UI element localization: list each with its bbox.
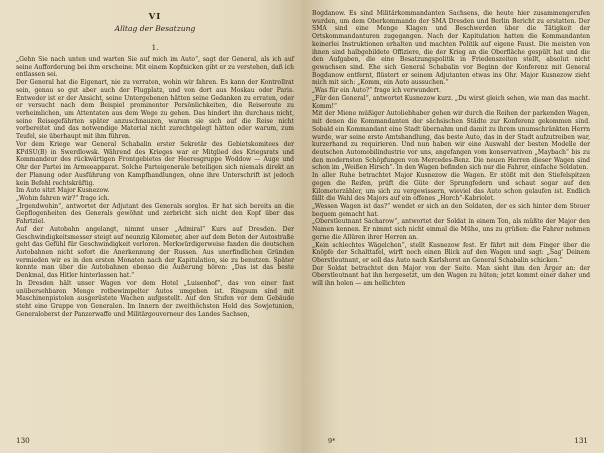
signature-mark: 9* [328,437,336,445]
paragraph: Auf der Autobahn angelangt, nimmt unser „Admiral“ Kurs auf Dresden. Der Geschwindigkeitsmesser steigt auf neunzig Kilometer, aber auf dem Beton der Autostraße geht das Gefühl für Geschwindigkeit verloren. Merkwürdigerweise fanden die deutschen Autobahnen nicht sofort die Anerkennung der Russen. Aus unerfindlichen Gründen vermieden wir es in den ersten Monaten nach der Kapitulation, sie zu benutzen. Später konnte man über die Autobahnen ebenso die Äußerung hören: „Das ist das beste Denkmal, das Hitler hinterlassen hat.“ [16,225,294,280]
page-number: 130 [16,436,30,445]
left-page-body [16,56,294,318]
paragraph: Der General hat die Eigenart, nie zu verraten, wohin wir fahren. Es kann der Kontrollrat sein, genau so gut aber auch der Flugplatz, und von dort aus Moskau oder Paris. Entweder ist er der Ansicht, seine Untergebenen hätten seine Gedanken zu erraten, oder er versucht nach dem Beispiel prominenter Persönlichkeiten, die Reiseroute zu verheimlichen, um Attentaten aus dem Wege zu gehen. Das hindert ihn durchaus nicht, seine Reisegefährten später anzuschnauzen, warum sie sich auf die Reise nicht vorbereitet und das notwendige Material nicht zurechtgelegt hätten oder warum, zum Teufel, sie überhaupt mit ihm führen. [16,79,294,141]
paragraph: In aller Ruhe betrachtet Major Kusnezow die Wagen. Er stößt mit den Stiefelspitzen gegen die Reifen, prüft die Güte der Sprungfedern und schaut sogar auf den Kilometerzähler, um sich zu vergewissern, wieviel das Auto schon gelaufen ist. Endlich fällt die Wahl des Majors auf ein offenes „Horch“-Kabriolet. [312,172,590,203]
chapter-title: Alltag der Besatzung [114,24,196,33]
paragraph: „Wohin fahren wir?“ frage ich. [16,194,110,202]
paragraph: „Gehn Sie nach unten und warten Sie auf mich im Auto“, sagt der General, als ich auf seine Aufforderung bei ihm erscheine. Mit einem Kopfnicken gibt er zu verstehen, daß ich entlassen sei. [16,56,294,79]
right-page-body [312,10,590,288]
section-number: 1. [151,43,159,52]
paragraph: Vor dem Kriege war General Schabalin erster Sekretär des Gebietskomitees der KPdSU(B) in Swerdlowsk. Während des Krieges war er Mitglied des Kriegsrats und Kommandeur des rückwärtigen Frontgebietes der Heeresgruppe Woddow — Auge und Ohr der Partei im Armeeapparat. Solche Parteigenerale beteiligen sich niemals direkt an der Planung oder Ausführung von Kampfhandlungen, ohne ihre Unterschrift ist jedoch kein Befehl rechtskräftig. [16,140,294,187]
paragraph: Mit der Miene müßiger Autoliebhaber gehen wir durch die Reihen der parkenden Wagen, mit denen die Kommandanten der sächsischen Städte zur Konferenz gekommen sind. Sobald ein Kommandant eine Stadt übernahm und damit zu ihrem unumschränkten Herrn wurde, war seine erste Amtshandlung, das beste Auto, das in der Stadt aufzutreiben war, kurzerhand zu requirieren. Und nun haben wir eine Auswahl der besten Modelle der deutschen Automobilindustrie vor uns, angefangen vom konservativen „Maybach“ bis zu den modernsten Schöpfungen von Mercedes-Benz. Die neuen Herren dieser Wagen sind schon im „Weißen Hirsch“. In den Wagen befinden sich nur die Fahrer, einfache Soldaten. [312,110,590,172]
paragraph: „Für den General“, antwortet Kusnezow kurz. „Du wirst gleich sehen, wie man das macht. Komm!“ [312,94,590,110]
right-page [302,0,604,453]
paragraph: „Irgendwohin“, antwortet der Adjutant des Generals sorglos. Er hat sich bereits an die Gepflogenheiten des Generals gewöhnt und zerbricht sich nicht den Kopf über das Fahrtziel. [16,202,294,226]
page-number: 131 [574,436,588,445]
paragraph: Bogdanow. Es sind Militärkommandanten Sachsens, die heute hier zusammengerufen wurden, um dem Oberkommando der SMA Dresden und Berlin Bericht zu erstatten. Der SMA sind eine Menge Klagen und Beschwerden über die Tätigkeit der Ortskommandanturen zugegangen. Nach der Kapitulation hatten die Kommandanten keinerlei Instruktionen erhalten und machten Politik auf eigene Faust. Die meisten von ihnen sind halbgebildete Offiziere, die der Krieg an die Oberfläche gespült hat und die den Aufgaben, die eine Besatzungspolitik in Friedenszeiten stellt, absolut nicht gewachsen sind. Ehe sich General Schabalin vor Beginn der Konferenz mit General Bogdanow entfernt, flüstert er seinem Adjutanten etwas ins Ohr. Major Kusnezow zieht mich mit sich: „Komm, ein Auto aussuchen.“ [312,10,590,87]
paragraph: „Kein schlechtes Wägelchen“, stellt Kusnezow fest. Er fährt mit dem Finger über die Knöpfe der Schalttafel, wirft noch einen Blick auf den Wagen und sagt: „Sag' Deinem Oberstleutnant, er soll das Auto nach Karlshorst an General Schabalin schicken.“ [312,241,590,264]
paragraph: „Wessen Wagen ist das?“ wendet er sich an den Soldaten, der es sich hinter dem Steuer bequem gemacht hat. [312,202,590,218]
paragraph: In Dresden hält unser Wagen vor dem Hotel „Luisenhof“, das von einer fast unübersehbaren Menge rotbewimpelter Autos umgeben ist. Ringsum sind mit Maschinenpistolen ausgerüstete Wachen aufgestellt. Auf den Stufen vor dem Gebäude steht eine Gruppe von Generalen. Im Innern der zweithöchsten Held des Sowjetunion, Generaloberst der Panzerwaffe und Militärgouverneur des Landes Sachsen, [16,279,294,318]
paragraph: „Oberstleutnant Sacharow“, antwortet der Soldat in einem Ton, als müßte der Major den Namen kennen. Er nimmt sich nicht einmal die Mühe, uns zu grüßen: die Fahrer nehmen gerne die Allüren ihrer Herren an. [312,218,590,241]
paragraph: „Was für ein Auto?“ frage ich verwundert. [312,87,441,95]
paragraph: Im Auto sitzt Major Kusnezow. [16,187,110,195]
paragraph: Der Soldat betrachtet den Major von der Seite. Man sieht ihm den Ärger an: der Oberstleutnant hat ihn hergesetzt, um den Wagen zu hüten; jetzt kommt einer daher und will ihn holen — am hellichten [312,264,590,288]
chapter-number: VI [148,12,162,22]
